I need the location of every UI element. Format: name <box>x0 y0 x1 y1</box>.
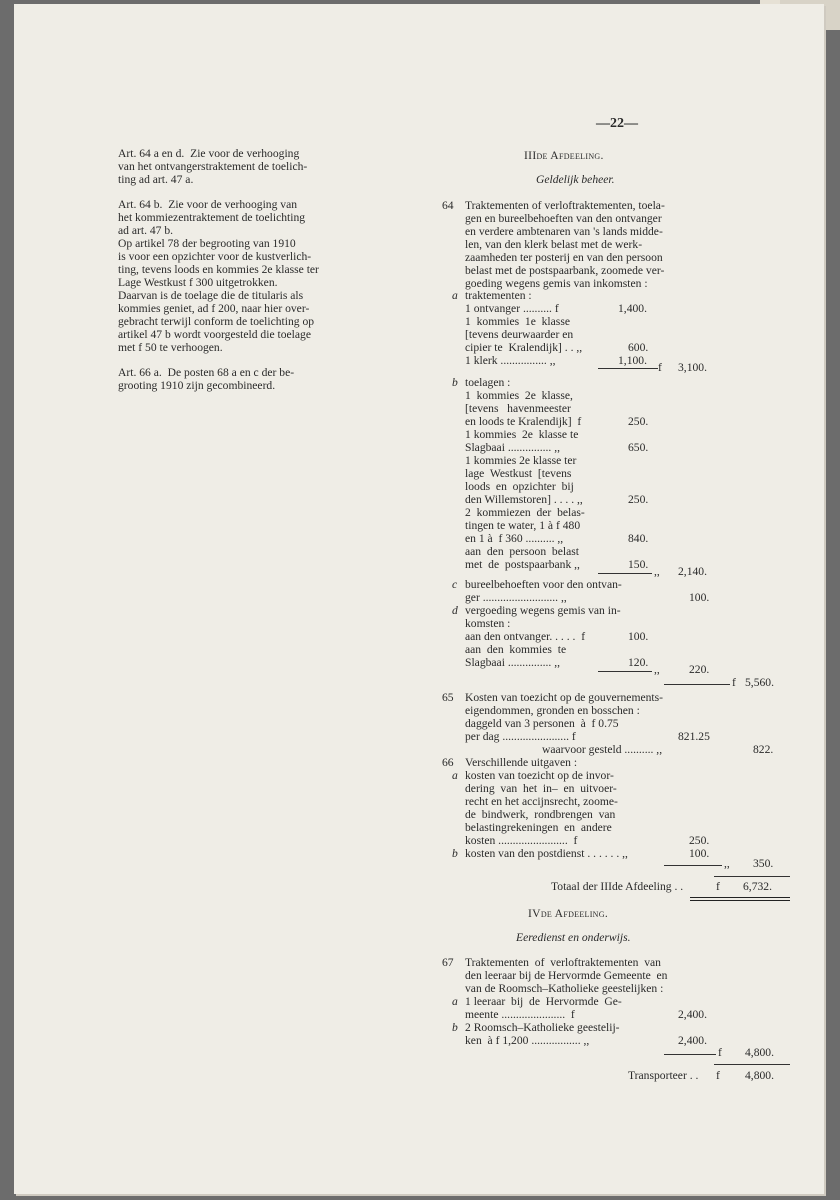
text-line: en 1 à f 360 .......... ,, <box>465 532 564 545</box>
text-line: len, van den klerk belast met de werk- <box>465 238 643 251</box>
currency: ,, <box>724 857 730 870</box>
currency: ,, <box>654 565 660 578</box>
text-line: ken à f 1,200 ................. ,, <box>465 1034 590 1047</box>
amount: 100. <box>628 630 649 643</box>
transport-label: Transporteer . . <box>628 1069 699 1082</box>
section-title: IIIde Afdeeling. <box>524 149 604 162</box>
page-number: —22— <box>596 116 638 131</box>
text-line: eigendommen, gronden en bosschen : <box>465 704 640 717</box>
item-letter: a <box>452 289 458 302</box>
text-line: belast met de postspaarbank, zoomede ver- <box>465 264 665 277</box>
text-line: 1 kommies 2e klasse, <box>465 389 573 402</box>
currency: f <box>716 1069 720 1082</box>
amount: 120. <box>628 656 649 669</box>
text-line: 1 kommies 1e klasse <box>465 315 570 328</box>
text-line: Verschillende uitgaven : <box>465 756 578 769</box>
amount: 250. <box>628 415 649 428</box>
note-line: kommies geniet, ad f 200, naar hier over- <box>118 302 310 315</box>
text-line: de bindwerk, rondbrengen van <box>465 808 616 821</box>
text-line: en loods te Kralendijk] f <box>465 415 582 428</box>
note-line: ad art. 47 b. <box>118 224 174 237</box>
item-letter: c <box>452 578 458 591</box>
item-letter: a <box>452 995 458 1008</box>
text-line: waarvoor gesteld .......... ,, <box>542 743 663 756</box>
text-line: meente ...................... f <box>465 1008 575 1021</box>
double-rule <box>690 900 790 901</box>
rule <box>714 1064 790 1065</box>
rule <box>664 684 730 685</box>
amount: 250. <box>628 493 649 506</box>
double-rule <box>690 897 790 898</box>
currency: ,, <box>654 663 660 676</box>
amount: 100. <box>689 847 710 860</box>
currency: f <box>658 361 662 374</box>
total-amount: 6,732. <box>743 880 772 893</box>
amount: 650. <box>628 441 649 454</box>
amount: 1,100. <box>618 354 647 367</box>
text-line: Slagbaai ............... ,, <box>465 441 560 454</box>
total-label: Totaal der IIIde Afdeeling . . <box>551 880 684 893</box>
article-number: 67 <box>442 956 454 969</box>
text-line: kosten van den postdienst . . . . . . ,, <box>465 847 628 860</box>
note-line: ting, tevens loods en kommies 2e klasse ter <box>118 263 319 276</box>
text-line: ger .......................... ,, <box>465 591 567 604</box>
item-letter: a <box>452 769 458 782</box>
text-line: goeding wegens gemis van inkomsten : <box>465 277 648 290</box>
note-line: Art. 64 b. Zie voor de verhooging van <box>118 198 298 211</box>
text-line: vergoeding wegens gemis van in- <box>465 604 621 617</box>
section-subtitle: Eeredienst en onderwijs. <box>516 931 631 944</box>
text-line: kosten ........................ f <box>465 834 578 847</box>
text-line: van de Roomsch–Katholieke geestelijken : <box>465 982 664 995</box>
item-letter: b <box>452 847 458 860</box>
text-line: recht en het accijnsrecht, zoome- <box>465 795 618 808</box>
rule <box>664 1054 716 1055</box>
text-line: 1 kommies 2e klasse te <box>465 428 579 441</box>
text-line: Slagbaai ............... ,, <box>465 656 560 669</box>
text-line: belastingrekeningen en andere <box>465 821 612 834</box>
note-line: grooting 1910 zijn gecombineerd. <box>118 379 276 392</box>
amount: 3,100. <box>678 361 707 374</box>
text-line: daggeld van 3 personen à f 0.75 <box>465 717 619 730</box>
text-line: 2 kommiezen der belas- <box>465 506 585 519</box>
amount: 600. <box>628 341 649 354</box>
rule <box>664 865 722 866</box>
amount: 150. <box>628 558 649 571</box>
text-line: gen en bureelbehoeften van den ontvanger <box>465 212 662 225</box>
section-subtitle: Geldelijk beheer. <box>536 173 615 186</box>
text-line: Traktementen of verloftraktementen van <box>465 956 661 969</box>
note-line: Lage Westkust f 300 uitgetrokken. <box>118 276 278 289</box>
text-line: kosten van toezicht op de invor- <box>465 769 614 782</box>
text-line: 1 kommies 2e klasse ter <box>465 454 577 467</box>
amount: 1,400. <box>618 302 647 315</box>
note-line: Daarvan is de toelage die de titularis als <box>118 289 304 302</box>
text-line: aan den kommies te <box>465 643 567 656</box>
text-line: Kosten van toezicht op de gouvernements- <box>465 691 663 704</box>
text-line: den Willemstoren] . . . . ,, <box>465 493 583 506</box>
text-line: 1 leeraar bij de Hervormde Ge- <box>465 995 622 1008</box>
amount: 2,140. <box>678 565 707 578</box>
item-letter: b <box>452 376 458 389</box>
text-line: dering van het in– en uitvoer- <box>465 782 617 795</box>
text-line: 1 ontvanger .......... f <box>465 302 559 315</box>
text-line: aan den persoon belast <box>465 545 579 558</box>
amount: 220. <box>689 663 710 676</box>
text-line: loods en opzichter bij <box>465 480 574 493</box>
rule <box>714 876 790 877</box>
amount: 4,800. <box>745 1046 774 1059</box>
note-line: met f 50 te verhoogen. <box>118 341 223 354</box>
amount: 5,560. <box>745 676 774 689</box>
section-title: IVde Afdeeling. <box>528 907 609 920</box>
text-line: Traktementen of verloftraktementen, toela- <box>465 199 665 212</box>
rule <box>598 671 652 672</box>
note-line: ting ad art. 47 a. <box>118 173 194 186</box>
note-line: artikel 47 b wordt voorgesteld die toelage <box>118 328 311 341</box>
text-line: per dag ....................... f <box>465 730 576 743</box>
text-line: met de postspaarbank ,, <box>465 558 580 571</box>
note-line: het kommiezentraktement de toelichting <box>118 211 306 224</box>
amount: 100. <box>689 591 710 604</box>
text-line: traktementen : <box>465 289 532 302</box>
currency: f <box>718 1046 722 1059</box>
article-number: 64 <box>442 199 454 212</box>
currency: f <box>732 676 736 689</box>
currency: f <box>716 880 720 893</box>
amount: 2,400. <box>678 1034 707 1047</box>
note-line: Op artikel 78 der begrooting van 1910 <box>118 237 296 250</box>
note-line: is voor een opzichter voor de kustverlich- <box>118 250 312 263</box>
note-line: Art. 64 a en d. Zie voor de verhooging <box>118 147 300 160</box>
amount: 821.25 <box>678 730 710 743</box>
text-line: 2 Roomsch–Katholieke geestelij- <box>465 1021 620 1034</box>
note-line: gebracht terwijl conform de toelichting op <box>118 315 315 328</box>
text-line: bureelbehoeften voor den ontvan- <box>465 578 622 591</box>
note-line: van het ontvangerstraktement de toelich- <box>118 160 308 173</box>
amount: 250. <box>689 834 710 847</box>
text-line: cipier te Kralendijk] . . ,, <box>465 341 583 354</box>
item-letter: b <box>452 1021 458 1034</box>
text-line: zaamheden ter posterij en van den persoon <box>465 251 663 264</box>
text-line: den leeraar bij de Hervormde Gemeente en <box>465 969 668 982</box>
text-line: lage Westkust [tevens <box>465 467 572 480</box>
article-number: 66 <box>442 756 454 769</box>
amount: 2,400. <box>678 1008 707 1021</box>
text-line: en verdere ambtenaren van 's lands midde- <box>465 225 663 238</box>
amount: 350. <box>753 857 774 870</box>
text-line: 1 klerk ................ ,, <box>465 354 556 367</box>
text-line: [tevens havenmeester <box>465 402 571 415</box>
transport-amount: 4,800. <box>745 1069 774 1082</box>
text-line: [tevens deurwaarder en <box>465 328 574 341</box>
rule <box>598 573 652 574</box>
text-line: aan den ontvanger. . . . . f <box>465 630 586 643</box>
text-line: komsten : <box>465 617 511 630</box>
note-line: Art. 66 a. De posten 68 a en c der be- <box>118 366 295 379</box>
amount: 822. <box>753 743 774 756</box>
text-line: toelagen : <box>465 376 511 389</box>
article-number: 65 <box>442 691 454 704</box>
rule <box>598 368 658 369</box>
document-page <box>14 4 824 1194</box>
text-line: tingen te water, 1 à f 480 <box>465 519 581 532</box>
item-letter: d <box>452 604 458 617</box>
amount: 840. <box>628 532 649 545</box>
